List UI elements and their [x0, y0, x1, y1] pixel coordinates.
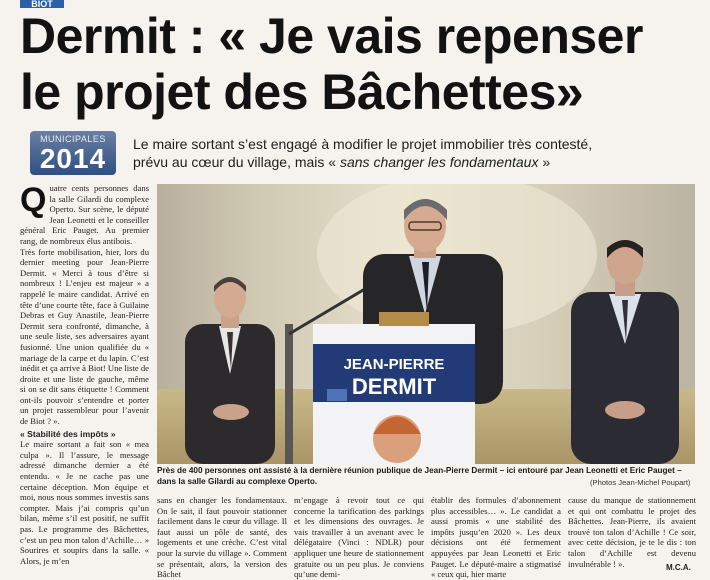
man-left [185, 277, 275, 464]
section-tag: BIOT [20, 0, 64, 8]
photo-illustration [157, 184, 695, 464]
standfirst-quote: sans changer les fondamentaux [339, 154, 539, 170]
intro-text: uatre cents personnes dans la salle Gilardi du complexe Operto. Sur scène, le député Jean Leonetti et le conseiller général Eric Pauget. Au premier rang, de nombreux élus antibois. [20, 183, 149, 246]
article-column-3 [294, 495, 424, 580]
paragraph-2: Très forte mobilisation, hier, lors du dernier meeting pour Jean-Pierre Dermit. « Merci à tous d’être si nombreux ! L’enjeu est majeur » a rappelé le maire candidat. Arrivé en tête d’une courte tête, face à Guilaine Debras et Guy Anastile, Jean-Pierre Dermit sera confronté, dimanche, à une seule liste, ses adversaires ayant fusionné. Une union qualifiée du « mariage de la carpe et du lapin. C’est inédit et ça arrive à Biot! Une liste de droite et une liste de gauche, même si on se dit sans étiquette ! Comment ont-ils pouvoir s’entendre et porter un projet rassembleur pour l’avenir de Biot ? ». [20, 246, 149, 427]
standfirst [133, 135, 703, 171]
municipales-2014-logo [30, 131, 116, 175]
paragraph-3: Le maire sortant a fait son « mea culpa ». Il l’assure, le message adressé dimanche dernier a été entendu. « Je ne cache pas une certaine déception. Mon équipe et moi, nous nous sommes investis sans compter. Mais j’ai compris qu’un bilan, même s’il est positif, ne suffit pas. Le programme des Bâchettes, c’est un peu mon talon d’Achille… » Sourires et soupirs dans la salle. « Alors, je m’en [20, 439, 149, 566]
standfirst-line-2 [133, 153, 703, 171]
article-column-5 [568, 495, 696, 569]
standfirst-text-b: » [538, 154, 551, 170]
column-2-text: sans en changer les fondamentaux. On le sait, il faut pouvoir stationner facilement dans le cœur du village. Il faut aussi un pôle de santé, des logements et une crèche. C’est vital pour la survie du village ». Comment se présentait, alors, la version des Bâchet [157, 495, 287, 580]
photo-credit: (Photos Jean-Michel Poupart) [590, 478, 691, 487]
headline-line-1: Dermit : « Je vais repenser [20, 8, 643, 64]
subheading: « Stabilité des impôts » [20, 428, 116, 439]
article-column-4 [431, 495, 561, 580]
podium [313, 312, 475, 464]
column-5-text: cause du manque de stationnement et qui ont combattu le projet des Bâchettes. Jean-Pierre, ils avaient trouvé ton talon d’Achille ! Ce soir, avec cette décision, je te le dis : ton talon d’Achille est devenu invulnérable ! ». [568, 495, 696, 569]
headline [20, 8, 710, 120]
column-3-text: m’engage à revoir tout ce qui concerne la tarification des parkings et les dimensions des ouvrages. Je vais travailler à un avenant avec le délégataire (Vinci : NDLR) pour appliquer une heure de stationnement gratuite ou un peu plus. Je conviens qu’une demi- [294, 495, 424, 580]
dropcap: Q [20, 181, 47, 219]
intro-paragraph [20, 183, 149, 247]
article-column-1 [20, 183, 149, 566]
standfirst-text-a: prévu au cœur du village, mais « [133, 154, 340, 170]
logo-top-text: MUNICIPALES [40, 134, 106, 144]
article-column-2 [157, 495, 287, 580]
podium-line-2: DERMIT [351, 374, 437, 399]
author-signature: M.C.A. [666, 563, 691, 572]
column-4-text: établir des formules d’abonnement plus accessibles… ». Le candidat a aussi promis « une stabilité des impôts jusqu’en 2020 ». Les deux décisions ont été fermement appuyées par Jean Leonetti et Eric Pauget. Le député-maire a stigmatisé « ceux qui, hier marte [431, 495, 561, 580]
standfirst-line-1: Le maire sortant s’est engagé à modifier le projet immobilier très contesté, [133, 136, 593, 152]
photo-caption: Près de 400 personnes ont assisté à la dernière réunion publique de Jean-Pierre Dermit – ici entouré par Jean Leonetti et Eric Pauget – dans la salle Gilardi au complexe Operto. [157, 466, 682, 486]
meeting-photo [157, 184, 695, 464]
podium-line-1: JEAN-PIERRE [343, 356, 445, 373]
logo-year: 2014 [39, 143, 107, 174]
headline-line-2: le projet des Bâchettes» [20, 64, 584, 120]
